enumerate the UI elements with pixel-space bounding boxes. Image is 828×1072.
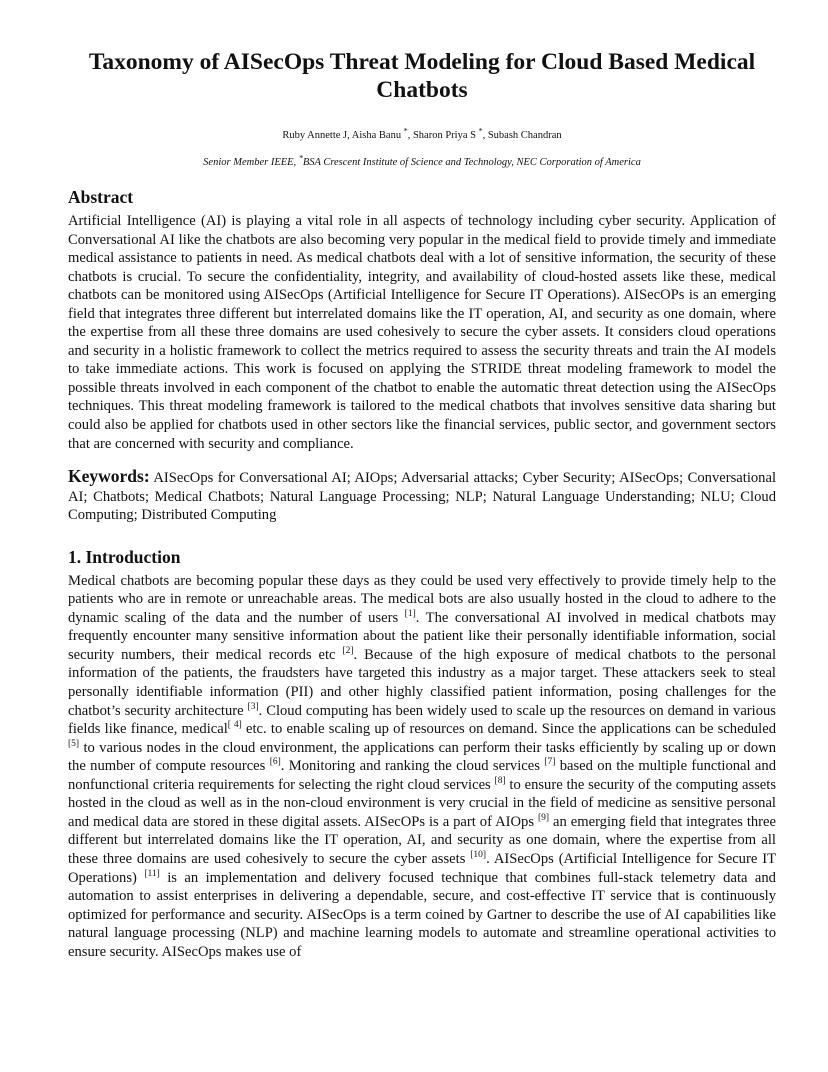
intro-text-segment: . Because of the high exposure of medical chatbots to the personal information of the patients, the fraudsters have targeted this industry as a major target. These attackers seek to steal personally identifiable information (PII) and other highly classified patient information, posing challenges for the chatbot’s security architecture	[68, 646, 776, 719]
citation-marker: [5]	[68, 738, 80, 749]
affiliation-part-1: Senior Member IEEE,	[203, 157, 299, 168]
paper-page	[68, 48, 776, 961]
citation-marker: [3]	[247, 701, 259, 712]
keywords-label: Keywords:	[68, 466, 150, 487]
intro-text-segment: to various nodes in the cloud environment, the applications can perform their tasks efficiently by scaling up or down the number of compute resources	[68, 739, 776, 775]
intro-text-segment: to ensure the security of the computing assets hosted in the cloud as well as in the non-cloud environment is very crucial in the field of medicine as sensitive personal and medical data are stored in these digital assets. AISecOPs is a part of AIOps	[68, 776, 777, 830]
intro-text-segment: Medical chatbots are becoming popular these days as they could be used very effectively to provide timely help to the patients who are in remote or unreachable areas. The medical bots are also usually hosted in the cloud to adhere to the dynamic scaling of the data and the number of users	[68, 572, 776, 626]
affiliation-mark: *	[298, 153, 303, 163]
affiliation-line	[68, 153, 776, 170]
citation-marker: [6]	[269, 757, 281, 768]
citation-marker: [9]	[537, 813, 550, 823]
abstract-heading: Abstract	[68, 187, 134, 207]
author-mark-2: *	[478, 126, 483, 136]
author-mark-1: *	[403, 126, 408, 136]
citation-marker: [7]	[544, 757, 556, 768]
author-list	[68, 126, 776, 143]
author-names-2: , Sharon Priya S	[407, 130, 479, 141]
citation-marker: [2]	[342, 646, 354, 657]
author-names-1: Ruby Annette J, Aisha Banu	[282, 130, 404, 141]
citation-marker: [8]	[494, 775, 506, 786]
citation-marker: [ 4]	[227, 720, 242, 731]
citation-marker: [10]	[470, 850, 487, 861]
paper-title: Taxonomy of AISecOps Threat Modeling for Cloud Based Medical Chatbots	[88, 49, 756, 103]
intro-text-segment: . Cloud computing has been widely used to scale up the resources on demand in various fields like finance, medical	[68, 702, 776, 738]
intro-text-segment: . Monitoring and ranking the cloud services	[280, 758, 545, 775]
keywords-text: AISecOps for Conversational AI; AIOps; Adversarial attacks; Cyber Security; AISecOps; Conversational AI; Chatbots; Medical Chatbots; Natural Language Processing; NLP; Natural Language Understanding; NLU; Cloud Computing; Distributed Computing	[68, 470, 776, 524]
intro-text-segment: an emerging field that integrates three different but interrelated domains like the IT operation, AI, and security as one domain, where the expertise from all these three domains are used cohesively to secure the cyber assets	[68, 813, 776, 867]
intro-text-segment: etc. to enable scaling up of resources on demand. Since the applications can be scheduled	[241, 721, 777, 738]
abstract-text: Artificial Intelligence (AI) is playing a vital role in all aspects of technology including cyber security. Application of Conversational AI like the chatbots are also becoming very popular in the medical field to provide timely and immediate medical assistance to patients in need. As medical chatbots deal with a lot of sensitive information, the security of these chatbots is crucial. To secure the confidentiality, integrity, and availability of cloud-hosted assets like these, medical chatbots can be monitored using AISecOps (Artificial Intelligence for Secure IT Operations). AISecOPs is an emerging field that integrates three different but interrelated domains like the IT operation, AI, and security as one domain, where the expertise from all these three domains are used cohesively to secure the cyber assets. It considers cloud operations and security in a holistic framework to collect the metrics required to assess the security threats and train the AI models to take immediate actions. This work is focused on applying the STRIDE threat modeling framework to model the possible threats involved in each component of the chatbot to enable the automatic threat detection using the AISecOps techniques. This threat modeling framework is tailored to the medical chatbots that involves sensitive data sharing but could also be applied for chatbots used in other sectors like the financial services, public sector, and government sectors that are concerned with security and compliance.	[68, 213, 776, 452]
author-names-3: , Subash Chandran	[482, 130, 562, 141]
intro-text-segment: based on the multiple functional and nonfunctional criteria requirements for selecting the right cloud services	[68, 758, 777, 793]
keywords-block	[68, 467, 776, 525]
intro-text-segment: . AISecOps (Artificial Intelligence for Secure IT Operations)	[68, 850, 776, 886]
intro-text-segment: is an implementation and delivery focused technique that combines full-stack telemetry data and automation to assist enterprises in delivering a dependable, secure, and cost-effective IT service that is continuously optimized for performance and security. AISecOps is a term coined by Gartner to describe the use of AI capabilities like natural language processing (NLP) and machine learning models to automate and streamline operational activities to ensure security. AISecOps makes use of	[68, 869, 776, 960]
introduction-text	[68, 572, 776, 961]
citation-marker: [11]	[144, 868, 160, 879]
intro-text-segment: . The conversational AI involved in medical chatbots may frequently encounter many sensitive information about the patient like their personally identifiable information, social security numbers, their medical records etc	[68, 609, 777, 663]
affiliation-part-2: BSA Crescent Institute of Science and Technology, NEC Corporation of America	[302, 157, 641, 168]
introduction-heading: 1. Introduction	[68, 546, 181, 567]
citation-marker: [1]	[404, 608, 416, 619]
